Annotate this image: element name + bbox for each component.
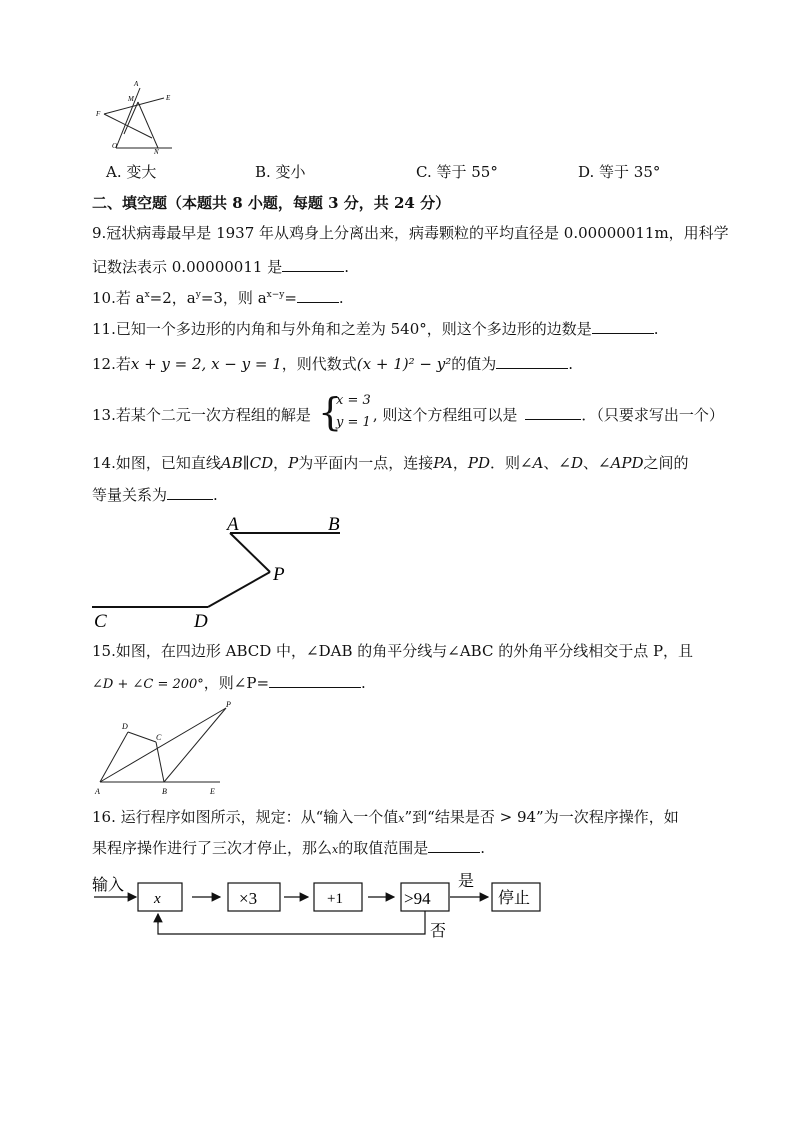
q9-text: 记数法表示 0.00000011 是 <box>92 258 283 276</box>
q12-line <box>92 353 573 374</box>
q10-part-a: 10.若 a <box>92 289 145 307</box>
flow-mul-label: ×3 <box>239 889 258 908</box>
q14-point-p: P <box>288 454 299 472</box>
fig15-label-b: B <box>162 787 167 796</box>
q10-part-c: =3，则 a <box>200 289 267 307</box>
flowchart-q16 <box>88 866 548 940</box>
fig14-label-d: D <box>194 611 208 632</box>
q13-part-a: 13.若某个二元一次方程组的解是 <box>92 406 311 424</box>
fig14-label-b: B <box>328 514 340 535</box>
q14-line1 <box>92 452 689 473</box>
flow-cmp-label: >94 <box>404 889 431 908</box>
q8-option-a: A. 变大 <box>106 163 157 181</box>
flow-loop-line <box>158 911 425 934</box>
q14-part-g: 、∠ <box>583 454 611 472</box>
q14-part-b: ， <box>273 454 289 472</box>
fig15-label-a: A <box>95 787 100 796</box>
flow-input-label: 输入 <box>92 877 125 894</box>
fig15-label-c: C <box>156 733 162 742</box>
q12-condition: x + y = 2, x − y = 1 <box>130 355 282 373</box>
q16-answer-blank[interactable] <box>428 838 480 853</box>
fig14-label-p: P <box>273 564 285 585</box>
q14-part-h: 之间的 <box>643 454 689 472</box>
fig15-line-dc <box>128 732 156 742</box>
figure-q14 <box>88 510 358 632</box>
q16-var-x2: x <box>332 843 339 856</box>
figure-q15 <box>92 696 230 800</box>
section-2-heading: 二、填空题（本题共 8 小题，每题 3 分，共 24 分） <box>92 194 451 212</box>
flow-stop-label: 停止 <box>498 890 531 907</box>
q15-part-b: ，则∠P= <box>203 674 270 692</box>
q13-eq1: x = 3 <box>336 393 371 408</box>
q8-option-b: B. 变小 <box>255 163 306 181</box>
q12-end: . <box>568 355 574 373</box>
q13-part-c: ．（只要求写出一个） <box>581 406 724 424</box>
fig8-label-n: N <box>154 148 159 156</box>
q11-line <box>92 318 659 339</box>
fig14-line-ap <box>230 533 270 572</box>
flow-x-label: x <box>154 891 161 907</box>
q15-line2 <box>92 672 366 693</box>
q14-line2-text: 等量关系为 <box>92 486 168 504</box>
q14-angle-d: D <box>570 454 584 472</box>
q14-pa: PA <box>433 454 453 472</box>
q10-part-b: =2，a <box>149 289 196 307</box>
fig15-line-bp <box>164 708 226 782</box>
q15-line1: 15.如图，在四边形 ABCD 中，∠DAB 的角平分线与∠ABC 的外角平分线相交于点 P，且 <box>92 642 694 660</box>
q16-var-x1: x <box>398 812 405 825</box>
flow-add-label: +1 <box>327 891 343 907</box>
fig15-line-ap <box>100 708 226 782</box>
q9-line2 <box>92 256 349 277</box>
q10-answer-blank[interactable] <box>297 288 339 303</box>
q14-pd: PD <box>467 454 490 472</box>
q10-sup-xy: x−y <box>266 290 285 300</box>
q14-part-e: ．则∠ <box>489 454 533 472</box>
q15-end: . <box>361 674 366 692</box>
fig8-line-mn <box>138 102 158 148</box>
fig8-label-f: F <box>96 110 101 118</box>
fig8-label-e: E <box>166 94 171 102</box>
q8-option-c: C. 等于 55° <box>416 163 498 181</box>
q9-line1: 9.冠状病毒最早是 1937 年从鸡身上分离出来，病毒颗粒的平均直径是 0.00000011m，用科学 <box>92 224 729 242</box>
q14-part-d: ， <box>452 454 468 472</box>
q9-end: . <box>344 258 349 276</box>
q16-line2 <box>92 837 485 858</box>
q10-dot: . <box>338 289 344 307</box>
fig15-line-ad <box>100 732 128 782</box>
q11-answer-blank[interactable] <box>592 319 654 334</box>
fig8-label-a: A <box>134 80 139 88</box>
q14-part-a: 14.如图，已知直线 <box>92 454 221 472</box>
q16-line1 <box>92 806 679 827</box>
q14-part-f: 、∠ <box>543 454 571 472</box>
fig14-label-a: A <box>227 514 239 535</box>
q13-part-b: , 则这个方程组可以是 <box>372 406 518 424</box>
flow-yes-label: 是 <box>458 873 475 890</box>
q12-part-a: 12.若 <box>92 355 131 373</box>
q14-line2 <box>92 484 218 505</box>
q13-answer-blank[interactable] <box>525 405 581 420</box>
q8-option-d: D. 等于 35° <box>578 163 661 181</box>
q10-sup-y: y <box>195 290 201 300</box>
q10-eq: = <box>284 289 297 307</box>
q16-end: . <box>480 839 486 857</box>
q14-angle-apd: APD <box>610 454 644 472</box>
q12-part-c: 的值为 <box>451 355 497 373</box>
q14-answer-blank[interactable] <box>167 485 213 500</box>
q14-part-c: 为平面内一点，连接 <box>298 454 434 472</box>
q12-answer-blank[interactable] <box>496 354 568 369</box>
fig15-label-d: D <box>122 722 128 731</box>
q9-answer-blank[interactable] <box>282 257 344 272</box>
q13-eq2: y = 1 <box>336 415 371 430</box>
q16-part-a: 16. 运行程序如图所示，规定：从“输入一个值 <box>92 808 399 826</box>
fig14-label-c: C <box>94 611 107 632</box>
flow-no-label: 否 <box>430 923 447 940</box>
q16-part-b: ”到“结果是否 > 94”为一次程序操作，如 <box>404 808 679 826</box>
q13-line <box>92 404 724 425</box>
fig8-label-m: M <box>128 95 134 103</box>
fig8-label-o: O <box>112 142 118 150</box>
q14-angle-a: A <box>532 454 544 472</box>
q11-end: . <box>653 320 659 338</box>
q14-end: . <box>213 486 218 504</box>
fig14-line-pd <box>208 572 270 607</box>
q10-line <box>92 287 344 308</box>
fig15-label-p: P <box>226 700 231 709</box>
q15-answer-blank[interactable] <box>269 673 361 688</box>
q12-expression: (x + 1)² − y² <box>356 355 452 373</box>
q15-condition: ∠D + ∠C = 200° <box>92 677 204 692</box>
q14-parallel: AB∥CD <box>220 454 274 472</box>
q16-part-d: 的取值范围是 <box>338 839 429 857</box>
figure-q8 <box>92 76 182 154</box>
q12-part-b: ，则代数式 <box>281 355 357 373</box>
q16-part-c: 果程序操作进行了三次才停止，那么 <box>92 839 333 857</box>
q13-brace: { <box>318 390 343 434</box>
q11-text: 11.已知一个多边形的内角和与外角和之差为 540°，则这个多边形的边数是 <box>92 320 592 338</box>
q10-sup-x: x <box>144 290 150 300</box>
fig15-label-e: E <box>210 787 215 796</box>
